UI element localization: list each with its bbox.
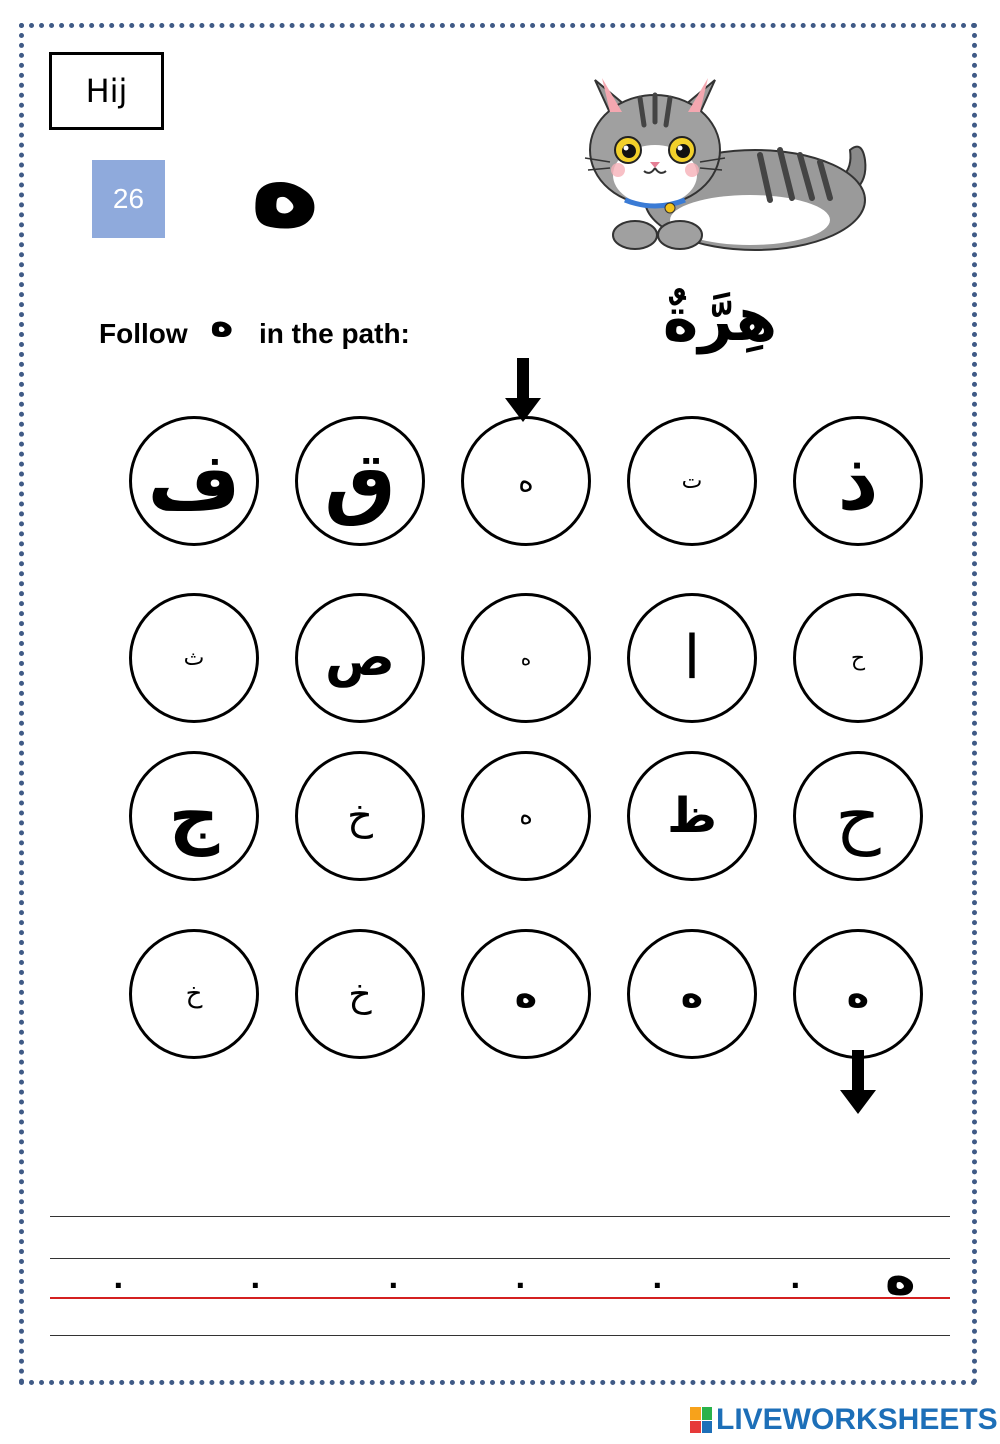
letter-circle[interactable] bbox=[129, 593, 259, 723]
circle-letter: ج bbox=[168, 775, 220, 857]
circle-letter: ف bbox=[147, 434, 241, 528]
arabic-word: هِرَّةٌ bbox=[662, 285, 778, 355]
circle-letter: ح bbox=[835, 775, 881, 857]
instruction-suffix: in the path: bbox=[259, 318, 410, 349]
letter-circle[interactable] bbox=[129, 416, 259, 546]
instruction-letter: ه bbox=[210, 300, 234, 346]
letter-circle[interactable] bbox=[793, 593, 923, 723]
cat-illustration bbox=[580, 50, 880, 255]
circle-letter: خ bbox=[348, 973, 372, 1015]
writing-top-line bbox=[50, 1216, 950, 1217]
circle-letter: ق bbox=[324, 434, 396, 528]
circle-letter: ظ bbox=[667, 788, 717, 844]
tracing-dot: . bbox=[250, 1262, 261, 1295]
page-number-badge bbox=[92, 160, 165, 238]
liveworksheets-watermark bbox=[690, 1402, 998, 1438]
circle-letter: ه bbox=[846, 972, 870, 1016]
letter-circle[interactable] bbox=[627, 751, 757, 881]
watermark-text: LIVEWORKSHEETS bbox=[716, 1403, 998, 1436]
tracing-dot: . bbox=[790, 1262, 801, 1295]
tracing-dot: . bbox=[388, 1262, 399, 1295]
circle-letter: ه bbox=[520, 646, 532, 670]
letter-circle[interactable] bbox=[129, 929, 259, 1059]
end-arrow-icon bbox=[840, 1050, 876, 1116]
instruction-prefix: Follow bbox=[99, 318, 188, 349]
letter-circle[interactable] bbox=[295, 416, 425, 546]
circle-letter: ذ bbox=[837, 434, 879, 528]
start-arrow-icon bbox=[505, 358, 541, 424]
letter-label: Hij bbox=[85, 72, 128, 110]
letter-label-box bbox=[49, 52, 164, 130]
circle-letter: ح bbox=[850, 645, 866, 671]
circle-letter: ث bbox=[183, 645, 205, 671]
letter-circle[interactable] bbox=[627, 593, 757, 723]
letter-circle[interactable] bbox=[793, 416, 923, 546]
letter-circle[interactable] bbox=[129, 751, 259, 881]
circle-letter: خ bbox=[347, 793, 373, 839]
main-letter: ه bbox=[249, 115, 321, 254]
letter-circle[interactable] bbox=[461, 416, 591, 546]
page-number: 26 bbox=[112, 183, 145, 214]
circle-letter: ه bbox=[519, 801, 533, 831]
circle-letter: ه bbox=[680, 972, 704, 1016]
letter-circle[interactable] bbox=[295, 593, 425, 723]
liveworksheets-logo-icon bbox=[690, 1407, 712, 1433]
circle-letter: ا bbox=[683, 623, 701, 693]
writing-mid-line bbox=[50, 1258, 950, 1259]
letter-circle[interactable] bbox=[793, 751, 923, 881]
tracing-dot: . bbox=[113, 1262, 124, 1295]
writing-baseline bbox=[50, 1297, 950, 1299]
letter-circle[interactable] bbox=[295, 929, 425, 1059]
tracing-dot: . bbox=[652, 1262, 663, 1295]
letter-circle[interactable] bbox=[627, 416, 757, 546]
letter-circle[interactable] bbox=[461, 929, 591, 1059]
letter-circle[interactable] bbox=[627, 929, 757, 1059]
circle-letter: خ bbox=[185, 979, 203, 1009]
letter-circle[interactable] bbox=[295, 751, 425, 881]
circle-letter: ه bbox=[518, 463, 534, 499]
circle-letter: ت bbox=[681, 468, 703, 494]
letter-circle[interactable] bbox=[461, 751, 591, 881]
writing-bottom-line bbox=[50, 1335, 950, 1336]
tracing-dot: . bbox=[515, 1262, 526, 1295]
circle-letter: ص bbox=[325, 628, 395, 688]
letter-circle[interactable] bbox=[793, 929, 923, 1059]
letter-circle[interactable] bbox=[461, 593, 591, 723]
model-letter: ه bbox=[885, 1247, 916, 1307]
circle-letter: ه bbox=[514, 972, 538, 1016]
